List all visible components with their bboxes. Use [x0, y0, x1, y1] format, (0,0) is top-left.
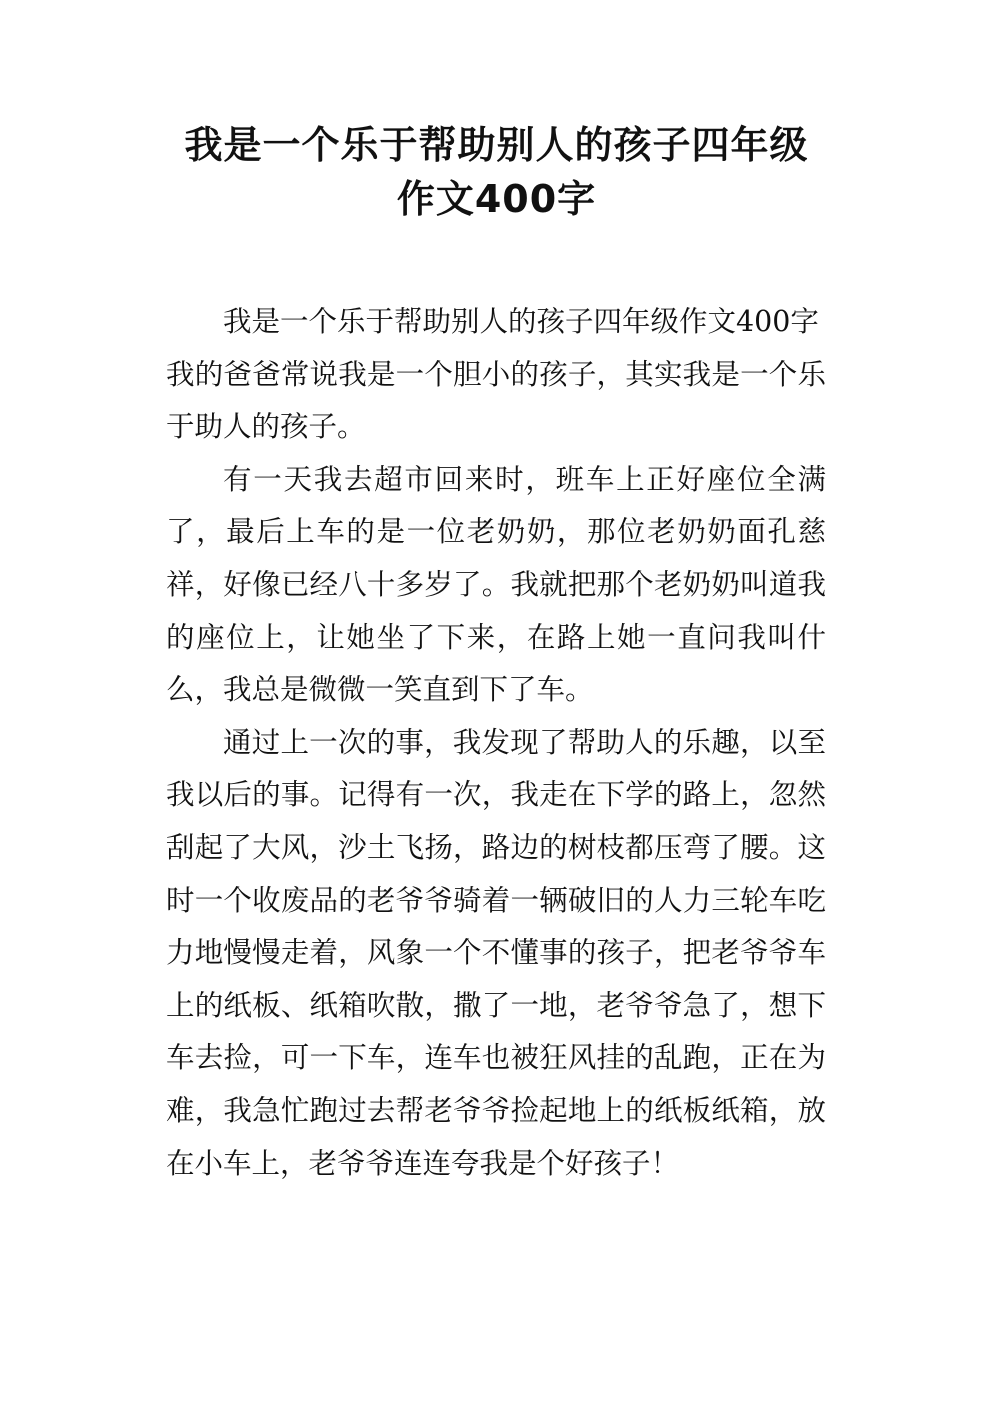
paragraph-heading-repeat: 我是一个乐于帮助别人的孩子四年级作文400字: [223, 305, 819, 338]
title-line-2: 作文400字: [396, 177, 597, 221]
paragraph-intro: 我的爸爸常说我是一个胆小的孩子，其实我是一个乐于助人的孩子。: [166, 357, 826, 444]
title-line-1: 我是一个乐于帮助别人的孩子四年级: [184, 123, 809, 167]
document-title: [120, 118, 873, 226]
paragraph-wind-story: 通过上一次的事，我发现了帮助人的乐趣，以至我以后的事。记得有一次，我走在下学的路上，忽然刮起了大风，沙土飞扬，路边的树枝都压弯了腰。这时一个收废品的老爷爷骑着一辆破旧的人力三轮车吃力地慢慢走着，风象一个不懂事的孩子，把老爷爷车上的纸板、纸箱吹散，撒了一地，老爷爷急了，想下车去捡，可一下车，连车也被狂风挂的乱跑，正在为难，我急忙跑过去帮老爷爷捡起地上的纸板纸箱，放在小车上，老爷爷连连夸我是个好孩子！: [166, 725, 826, 1180]
document-body: [166, 296, 826, 1190]
paragraph-bus-story: 有一天我去超市回来时，班车上正好座位全满了，最后上车的是一位老奶奶，那位老奶奶面孔慈祥，好像已经八十多岁了。我就把那个老奶奶叫道我的座位上，让她坐了下来，在路上她一直问我叫什么，我总是微微一笑直到下了车。: [166, 462, 826, 707]
